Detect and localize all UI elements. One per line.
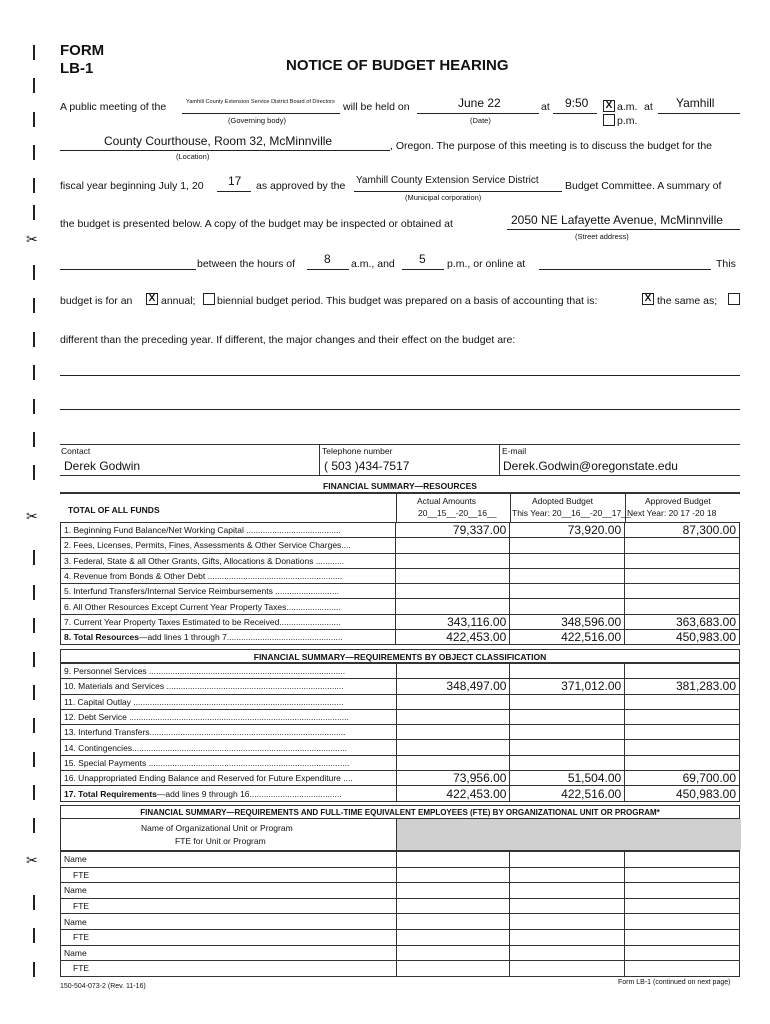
row-label-rest: —add lines 9 through 16.......................................	[156, 788, 342, 799]
row-label: FTE	[61, 929, 397, 945]
margin-tick	[33, 332, 35, 347]
notice-text: the same as;	[657, 295, 718, 307]
resources-header	[60, 493, 740, 522]
notice-text: at	[644, 101, 653, 113]
table-row	[61, 867, 740, 883]
margin-tick	[33, 818, 35, 833]
pm-label: p.m.	[617, 115, 638, 127]
actual-cell[interactable]: 73,956.00	[396, 771, 510, 786]
contact-block	[60, 444, 740, 476]
approved-cell[interactable]: 69,700.00	[625, 771, 740, 786]
fte-cell[interactable]	[510, 852, 625, 868]
fte-cell[interactable]	[510, 867, 625, 883]
row-label: Name	[61, 945, 397, 961]
am-checkbox[interactable]: X	[603, 100, 615, 112]
col-approved-header: Approved Budget	[645, 496, 711, 506]
requirements-section-title: FINANCIAL SUMMARY—REQUIREMENTS BY OBJECT CLASSIFICATION	[60, 649, 740, 663]
table-row	[61, 898, 740, 914]
fte-cell[interactable]	[396, 867, 510, 883]
approved-cell[interactable]: 363,683.00	[625, 614, 740, 629]
actual-cell[interactable]: 422,453.00	[396, 786, 510, 801]
fte-cell[interactable]	[396, 883, 510, 899]
col-approved-years: Next Year: 20 17 -20 18	[627, 508, 717, 518]
margin-tick	[33, 895, 35, 910]
fte-cell[interactable]	[510, 961, 625, 977]
notice-text: as approved by the	[256, 180, 346, 192]
fte-header	[60, 819, 740, 851]
actual-cell[interactable]	[396, 709, 510, 724]
field-caption: (Municipal corporation)	[405, 193, 482, 202]
notice-text: budget is for an	[60, 295, 133, 307]
row-label: 13. Interfund Transfers...................................................................................	[61, 725, 397, 740]
approved-cell[interactable]	[625, 599, 740, 614]
table-row	[61, 786, 740, 801]
fte-cell[interactable]	[625, 929, 740, 945]
adopted-cell[interactable]	[510, 584, 625, 599]
adopted-cell[interactable]	[510, 740, 625, 755]
approved-cell[interactable]	[625, 568, 740, 583]
changes-line[interactable]	[60, 409, 740, 410]
margin-tick	[33, 178, 35, 193]
fte-cell[interactable]	[510, 914, 625, 930]
notice-text: , Oregon. The purpose of this meeting is to discuss the budget for the	[390, 140, 712, 152]
table-row	[61, 599, 740, 614]
table-row	[61, 771, 740, 786]
table-row	[61, 961, 740, 977]
margin-tick	[33, 550, 35, 565]
continued-note: Form LB-1 (continued on next page)	[618, 979, 731, 986]
actual-cell[interactable]	[396, 694, 510, 709]
fte-cell[interactable]	[396, 929, 510, 945]
margin-tick	[33, 618, 35, 633]
scissors-icon: ✂	[26, 852, 38, 868]
county-field[interactable]: Yamhill	[676, 96, 715, 110]
street-address-field[interactable]: 2050 NE Lafayette Avenue, McMinnville	[511, 213, 723, 227]
table-row	[61, 664, 740, 679]
notice-text: at	[541, 101, 550, 113]
fte-header-line2: FTE for Unit or Program	[175, 836, 266, 846]
fte-cell[interactable]	[625, 852, 740, 868]
table-row	[61, 755, 740, 770]
margin-tick	[33, 265, 35, 280]
fte-cell[interactable]	[625, 883, 740, 899]
fte-cell[interactable]	[625, 867, 740, 883]
approved-cell[interactable]: 450,983.00	[625, 786, 740, 801]
total-funds-label: TOTAL OF ALL FUNDS	[68, 505, 160, 515]
row-label	[61, 786, 397, 801]
table-row	[61, 630, 740, 645]
form-revision: 150-504-073-2 (Rev. 11-16)	[60, 983, 146, 990]
table-row	[61, 538, 740, 553]
actual-cell[interactable]	[396, 553, 510, 568]
resources-table	[60, 522, 740, 645]
notice-text: p.m., or online at	[447, 258, 526, 270]
table-row	[61, 614, 740, 629]
row-label: 4. Revenue from Bonds & Other Debt .........................................................	[61, 568, 396, 583]
table-row	[61, 679, 740, 694]
fte-header-line1: Name of Organizational Unit or Program	[141, 823, 293, 833]
margin-tick	[33, 145, 35, 160]
adopted-cell[interactable]: 51,504.00	[510, 771, 625, 786]
adopted-cell[interactable]: 422,516.00	[510, 630, 625, 645]
col-actual-years: 20__15__-20__16__	[418, 508, 497, 518]
actual-cell[interactable]: 79,337.00	[396, 523, 510, 538]
fte-cell[interactable]	[625, 914, 740, 930]
actual-cell[interactable]: 422,453.00	[396, 630, 510, 645]
row-label: 14. Contingencies...........................................................................................	[61, 740, 397, 755]
table-row	[61, 568, 740, 583]
adopted-cell[interactable]	[510, 538, 625, 553]
row-label: 3. Federal, State & all Other Grants, Gifts, Allocations & Donations ............	[61, 553, 396, 568]
margin-tick	[33, 752, 35, 767]
row-label: Name	[61, 914, 397, 930]
actual-cell[interactable]	[396, 725, 510, 740]
same-basis-checkbox[interactable]: X	[642, 293, 654, 305]
row-label-bold: 17. Total Requirements	[64, 788, 157, 799]
approved-cell[interactable]: 381,283.00	[625, 679, 740, 694]
row-label: 15. Special Payments .....................................................................................	[61, 755, 397, 770]
row-label-rest: —add lines 1 through 7.................................................	[138, 632, 343, 643]
fte-cell[interactable]	[510, 929, 625, 945]
phone-number: 434-7517	[358, 459, 410, 473]
fte-cell[interactable]	[625, 898, 740, 914]
notice-text: annual;	[161, 295, 196, 307]
margin-tick	[33, 112, 35, 127]
page-title: NOTICE OF BUDGET HEARING	[286, 57, 509, 74]
actual-cell[interactable]: 343,116.00	[396, 614, 510, 629]
margin-tick	[33, 962, 35, 977]
row-label: FTE	[61, 961, 397, 977]
approved-cell[interactable]	[625, 694, 740, 709]
table-row	[61, 852, 740, 868]
row-label: 1. Beginning Fund Balance/Net Working Capital ........................................	[61, 523, 396, 538]
phone-area-code: 503	[331, 459, 352, 473]
approved-cell[interactable]: 87,300.00	[625, 523, 740, 538]
contact-label: Contact	[61, 446, 91, 456]
col-adopted-header: Adopted Budget	[532, 496, 593, 506]
fte-cell[interactable]	[510, 945, 625, 961]
table-row	[61, 553, 740, 568]
row-label	[61, 630, 396, 645]
field-caption: (Date)	[470, 116, 491, 125]
email-field[interactable]: Derek.Godwin@oregonstate.edu	[503, 459, 678, 473]
actual-cell[interactable]	[396, 755, 510, 770]
fte-cell[interactable]	[510, 883, 625, 899]
table-row	[61, 929, 740, 945]
col-adopted-years: This Year: 20__16__-20__17__	[512, 508, 631, 518]
notice-text: This	[716, 258, 736, 270]
margin-tick	[33, 399, 35, 414]
fte-cell[interactable]	[396, 961, 510, 977]
row-label: 9. Personnel Services ...................................................................................	[61, 664, 397, 679]
notice-text: a.m., and	[351, 258, 395, 270]
scissors-icon: ✂	[26, 231, 38, 247]
adopted-cell[interactable]	[510, 725, 625, 740]
row-label: FTE	[61, 867, 397, 883]
approved-cell[interactable]	[625, 755, 740, 770]
email-label: E-mail	[502, 446, 527, 456]
contact-name-field[interactable]: Derek Godwin	[64, 459, 141, 473]
row-label: 12. Debt Service .............................................................................................	[61, 709, 397, 724]
adopted-cell[interactable]: 371,012.00	[510, 679, 625, 694]
row-label: 11. Capital Outlay .........................................................................................	[61, 694, 397, 709]
margin-tick	[33, 928, 35, 943]
table-row	[61, 694, 740, 709]
biennial-checkbox[interactable]	[203, 293, 215, 305]
col-actual-header: Actual Amounts	[417, 496, 477, 506]
requirements-table	[60, 663, 740, 802]
adopted-cell[interactable]	[510, 568, 625, 583]
fiscal-year-field[interactable]: 17	[228, 174, 242, 188]
fte-cell[interactable]	[625, 961, 740, 977]
adopted-cell[interactable]	[510, 553, 625, 568]
adopted-cell[interactable]	[510, 694, 625, 709]
actual-cell[interactable]	[396, 664, 510, 679]
table-row	[61, 725, 740, 740]
actual-cell[interactable]	[396, 584, 510, 599]
margin-tick	[33, 365, 35, 380]
form-number-label: LB-1	[60, 60, 94, 77]
approved-cell[interactable]	[625, 725, 740, 740]
margin-tick	[33, 652, 35, 667]
scissors-icon: ✂	[26, 508, 38, 524]
governing-body-field[interactable]: Yamhill County Extension Service District Board of Directors	[186, 99, 335, 105]
adopted-cell[interactable]: 348,596.00	[510, 614, 625, 629]
fte-cell[interactable]	[396, 914, 510, 930]
approved-cell[interactable]	[625, 538, 740, 553]
adopted-cell[interactable]	[510, 755, 625, 770]
pm-checkbox[interactable]	[603, 114, 615, 126]
table-row	[61, 740, 740, 755]
notice-text: between the hours of	[197, 258, 296, 270]
row-label: 5. Interfund Transfers/Internal Service Reimbursements ...........................	[61, 584, 396, 599]
approved-cell[interactable]	[625, 553, 740, 568]
fte-cell[interactable]	[510, 898, 625, 914]
adopted-cell[interactable]: 422,516.00	[510, 786, 625, 801]
am-label: a.m.	[617, 101, 638, 113]
approved-cell[interactable]: 450,983.00	[625, 630, 740, 645]
adopted-cell[interactable]: 73,920.00	[510, 523, 625, 538]
fte-table	[60, 851, 740, 977]
field-caption: (Street address)	[575, 232, 629, 241]
actual-cell[interactable]	[396, 568, 510, 583]
adopted-cell[interactable]	[510, 709, 625, 724]
adopted-cell[interactable]	[510, 599, 625, 614]
adopted-cell[interactable]	[510, 664, 625, 679]
phone-field[interactable]: ( 503 )434-7517	[324, 459, 410, 473]
row-label-bold: 8. Total Resources	[64, 632, 139, 643]
notice-text: the budget is presented below. A copy of the budget may be inspected or obtained at	[60, 218, 453, 230]
margin-tick	[33, 205, 35, 220]
fte-cell[interactable]	[396, 898, 510, 914]
form-label: FORM	[60, 42, 105, 59]
meeting-date-field[interactable]: June 22	[458, 96, 501, 110]
row-label: 6. All Other Resources Except Current Year Property Taxes.......................	[61, 599, 396, 614]
table-row	[61, 945, 740, 961]
notice-text: will be held on	[343, 101, 410, 113]
notice-text: different than the preceding year. If different, the major changes and their effect on the budget are:	[60, 334, 516, 346]
margin-tick	[33, 465, 35, 480]
fte-cell[interactable]	[396, 852, 510, 868]
margin-tick	[33, 785, 35, 800]
different-basis-checkbox[interactable]	[728, 293, 740, 305]
changes-line[interactable]	[60, 375, 740, 376]
table-row	[61, 523, 740, 538]
actual-cell[interactable]	[396, 538, 510, 553]
margin-tick	[33, 78, 35, 93]
fte-section-title: FINANCIAL SUMMARY—REQUIREMENTS AND FULL-TIME EQUIVALENT EMPLOYEES (FTE) BY ORGANIZATIONAL UNIT OR PROGRAM*	[60, 805, 740, 819]
margin-tick	[33, 685, 35, 700]
fte-cell[interactable]	[625, 945, 740, 961]
notice-text: A public meeting of the	[60, 101, 167, 113]
table-row	[61, 883, 740, 899]
row-label: Name	[61, 883, 397, 899]
approved-cell[interactable]	[625, 584, 740, 599]
margin-tick	[33, 298, 35, 313]
meeting-time-field[interactable]: 9:50	[565, 96, 589, 110]
row-label: 10. Materials and Services ...........................................................................	[61, 679, 397, 694]
row-label: 16. Unappropriated Ending Balance and Reserved for Future Expenditure ....	[61, 771, 397, 786]
municipal-corp-field[interactable]: Yamhill County Extension Service District	[356, 175, 539, 186]
row-label: 2. Fees, Licenses, Permits, Fines, Assessments & Other Service Charges....	[61, 538, 396, 553]
field-caption: (Governing body)	[228, 116, 286, 125]
approved-cell[interactable]	[625, 664, 740, 679]
margin-tick	[33, 718, 35, 733]
approved-cell[interactable]	[625, 740, 740, 755]
annual-checkbox[interactable]: X	[146, 293, 158, 305]
margin-tick	[33, 585, 35, 600]
row-label: 7. Current Year Property Taxes Estimated to be Received..........................	[61, 614, 396, 629]
row-label: FTE	[61, 898, 397, 914]
actual-cell[interactable]: 348,497.00	[396, 679, 510, 694]
resources-section-title: FINANCIAL SUMMARY—RESOURCES	[60, 479, 740, 493]
hour-end-field[interactable]: 5	[419, 252, 426, 266]
actual-cell[interactable]	[396, 740, 510, 755]
field-caption: (Location)	[176, 152, 210, 161]
notice-text: Budget Committee. A summary of	[565, 180, 722, 192]
fte-cell[interactable]	[396, 945, 510, 961]
location-field[interactable]: County Courthouse, Room 32, McMinnville	[104, 134, 333, 148]
margin-tick	[33, 45, 35, 60]
margin-tick	[33, 432, 35, 447]
row-label: Name	[61, 852, 397, 868]
approved-cell[interactable]	[625, 709, 740, 724]
actual-cell[interactable]	[396, 599, 510, 614]
phone-label: Telephone number	[322, 446, 393, 456]
hour-start-field[interactable]: 8	[324, 252, 331, 266]
table-row	[61, 709, 740, 724]
notice-text: biennial budget period. This budget was prepared on a basis of accounting that is:	[217, 295, 598, 307]
table-row	[61, 914, 740, 930]
table-row	[61, 584, 740, 599]
notice-text: fiscal year beginning July 1, 20	[60, 180, 204, 192]
